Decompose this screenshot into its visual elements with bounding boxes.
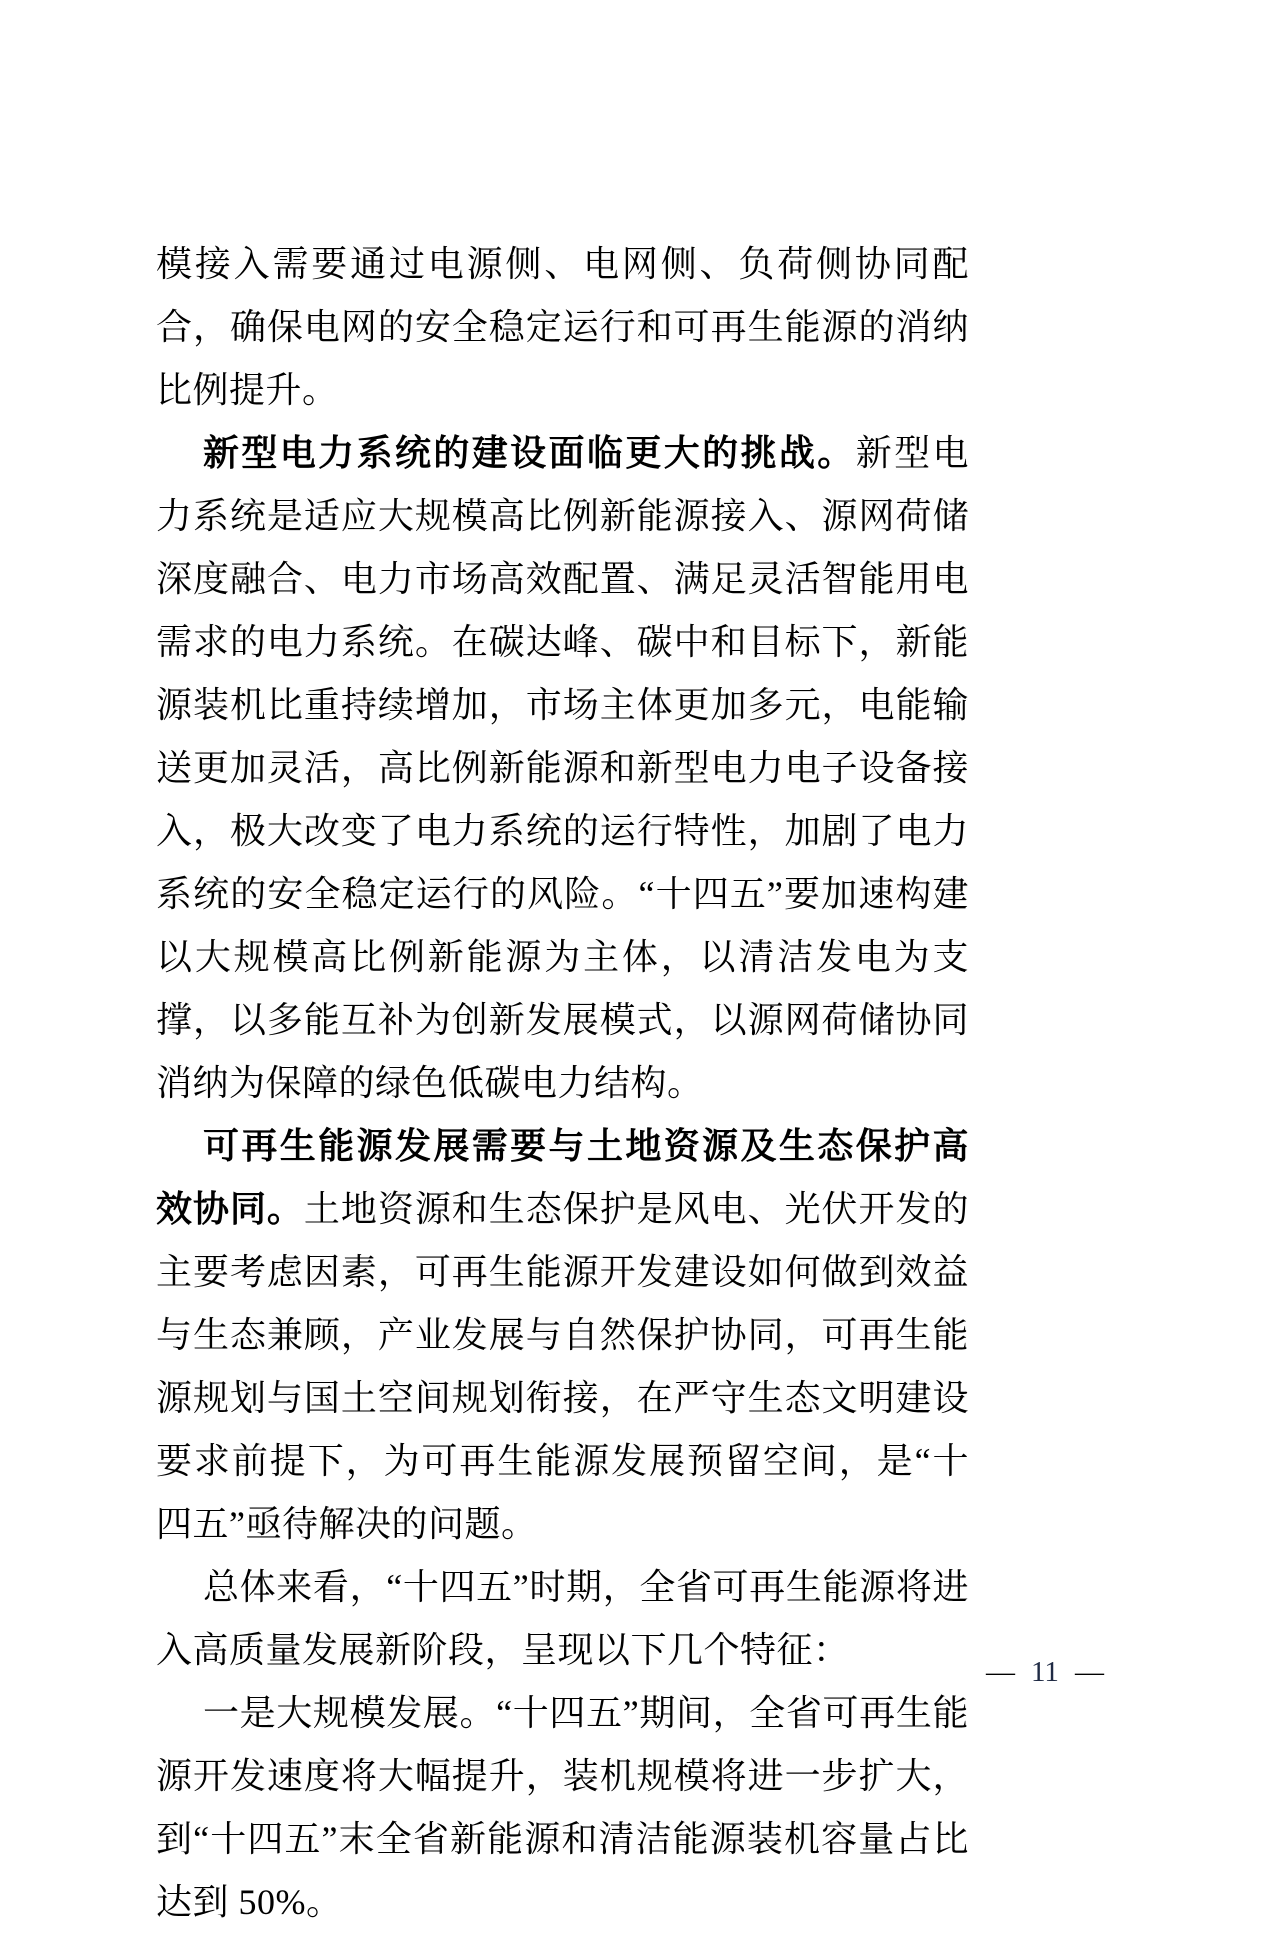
paragraph-text: 土地资源和生态保护是风电、光伏开发的主要考虑因素，可再生能源开发建设如何做到效益与生态兼顾，产业发展与自然保护协同，可再生能源规划与国土空间规划衔接，在严守生态文明建设要求前提下，为可再生能源发展预留空间，是“十四五”亟待解决的问题。 (156, 1189, 969, 1544)
document-body (156, 233, 969, 1934)
paragraph-text: 一是大规模发展。“十四五”期间，全省可再生能源开发速度将大幅提升，装机规模将进一步扩大，到“十四五”末全省新能源和清洁能源装机容量占比达到 50%。 (156, 1693, 969, 1922)
paragraph-new-power-system (156, 422, 969, 1115)
paragraph-land-ecology (156, 1115, 969, 1556)
paragraph-bold-lead: 可再生能源发展需要与土地资源及生态保护高效协同。 (156, 1126, 969, 1229)
paragraph-bold-lead: 新型电力系统的建设面临更大的挑战。 (203, 433, 856, 473)
paragraph-overall-outlook (156, 1556, 969, 1682)
footer-left-dash: — (986, 1656, 1015, 1688)
paragraph-large-scale-development (156, 1682, 969, 1934)
paragraph-continuation (156, 233, 969, 422)
page-number: 11 (1031, 1656, 1059, 1688)
footer-right-dash: — (1074, 1656, 1104, 1688)
page-footer (986, 1654, 1104, 1690)
paragraph-text: 新型电力系统是适应大规模高比例新能源接入、源网荷储深度融合、电力市场高效配置、满足灵活智能用电需求的电力系统。在碳达峰、碳中和目标下，新能源装机比重持续增加，市场主体更加多元，电能输送更加灵活，高比例新能源和新型电力电子设备接入，极大改变了电力系统的运行特性，加剧了电力系统的安全稳定运行的风险。“十四五”要加速构建以大规模高比例新能源为主体，以清洁发电为支撑，以多能互补为创新发展模式，以源网荷储协同消纳为保障的绿色低碳电力结构。 (156, 433, 969, 1103)
paragraph-text: 总体来看，“十四五”时期，全省可再生能源将进入高质量发展新阶段，呈现以下几个特征： (156, 1567, 969, 1670)
paragraph-text: 模接入需要通过电源侧、电网侧、负荷侧协同配合，确保电网的安全稳定运行和可再生能源的消纳比例提升。 (156, 244, 969, 410)
